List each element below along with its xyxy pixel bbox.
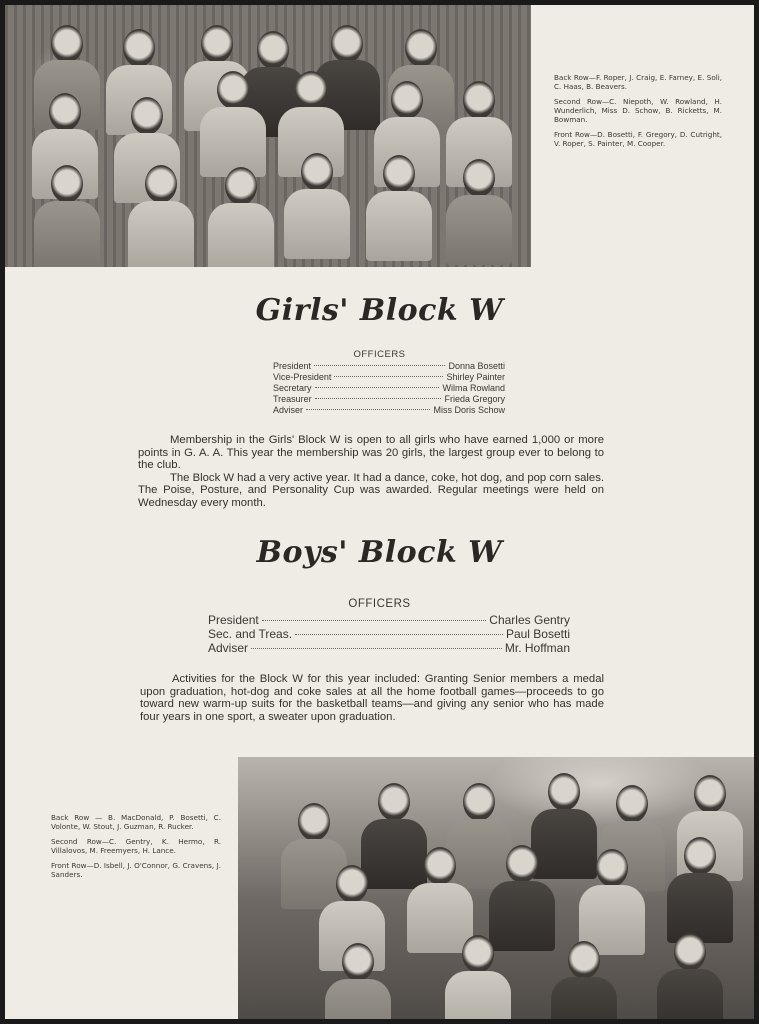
top-photo-caption <box>554 73 722 154</box>
officer-role: Adviser <box>208 641 249 655</box>
boys-paragraph: Activities for the Block W for this year included: Granting Senior members a medal upon graduation, hot-dog and coke sales at all the home football games—proceeds to go toward new warm-up suits for the basketball teams—and giving any senior who has made four years in one sport, a sweater upon graduation. <box>140 673 604 723</box>
officer-role: Secretary <box>273 383 312 393</box>
officer-row <box>273 361 505 372</box>
officer-row <box>273 383 505 394</box>
officer-name: Wilma Rowland <box>442 383 505 393</box>
officer-name: Donna Bosetti <box>448 361 505 371</box>
officer-role: President <box>208 613 259 627</box>
girls-description <box>138 434 604 510</box>
girls-officers-heading: OFFICERS <box>353 349 406 360</box>
officer-name: Frieda Gregory <box>444 394 505 404</box>
officer-row <box>273 405 505 416</box>
officer-role: President <box>273 361 312 371</box>
caption-front-row: Front Row—D. Bosetti, F. Gregory, D. Cutright, V. Roper, S. Painter, M. Cooper. <box>554 130 722 148</box>
caption-second-row: Second Row—C. Gentry, K. Hermo, R. Villalovos, M. Freemyers, H. Lance. <box>51 837 221 855</box>
caption-front-row: Front Row—D. Isbell, J. O'Connor, G. Cravens, J. Sanders. <box>51 861 221 879</box>
caption-back-row: Back Row — B. MacDonald, P. Bosetti, C. Volonte, W. Stout, J. Guzman, R. Rucker. <box>51 813 221 831</box>
officer-row <box>273 372 505 383</box>
officer-name: Miss Doris Schow <box>433 405 505 415</box>
officer-row <box>273 394 505 405</box>
boys-club-title: Boys' Block W <box>256 535 503 570</box>
officer-name: Shirley Painter <box>446 372 505 382</box>
girls-group-photo <box>5 5 531 267</box>
bottom-photo-caption <box>51 813 221 885</box>
officer-name: Paul Bosetti <box>505 627 570 641</box>
officer-role: Treasurer <box>273 394 312 404</box>
boys-officers-heading: OFFICERS <box>348 598 411 610</box>
caption-back-row: Back Row—F. Roper, J. Craig, E. Farney, E. Soli, C. Haas, B. Beavers. <box>554 73 722 91</box>
officer-row <box>208 641 570 655</box>
officer-role: Sec. and Treas. <box>208 627 293 641</box>
girls-paragraph: Membership in the Girls' Block W is open to all girls who have earned 1,000 or more points in G. A. A. This year the membership was 20 girls, the largest group ever to belong to the club. <box>138 434 604 472</box>
yearbook-page <box>5 5 754 1019</box>
caption-second-row: Second Row—C. Niepoth, W. Rowland, H. Wunderlich, Miss D. Schow, B. Ricketts, M. Bowman. <box>554 97 722 124</box>
girls-club-title: Girls' Block W <box>255 293 504 328</box>
officer-role: Vice-President <box>273 372 332 382</box>
officer-name: Charles Gentry <box>489 613 570 627</box>
officer-name: Mr. Hoffman <box>504 641 570 655</box>
officer-role: Adviser <box>273 405 304 415</box>
boys-group-photo <box>238 757 754 1019</box>
boys-description <box>140 673 604 723</box>
girls-paragraph: The Block W had a very active year. It had a dance, coke, hot dog, and pop corn sales. The Poise, Posture, and Personality Cup was awarded. Regular meetings were held on Wednesday every month. <box>138 471 604 509</box>
officer-row <box>208 613 570 627</box>
officer-row <box>208 627 570 641</box>
